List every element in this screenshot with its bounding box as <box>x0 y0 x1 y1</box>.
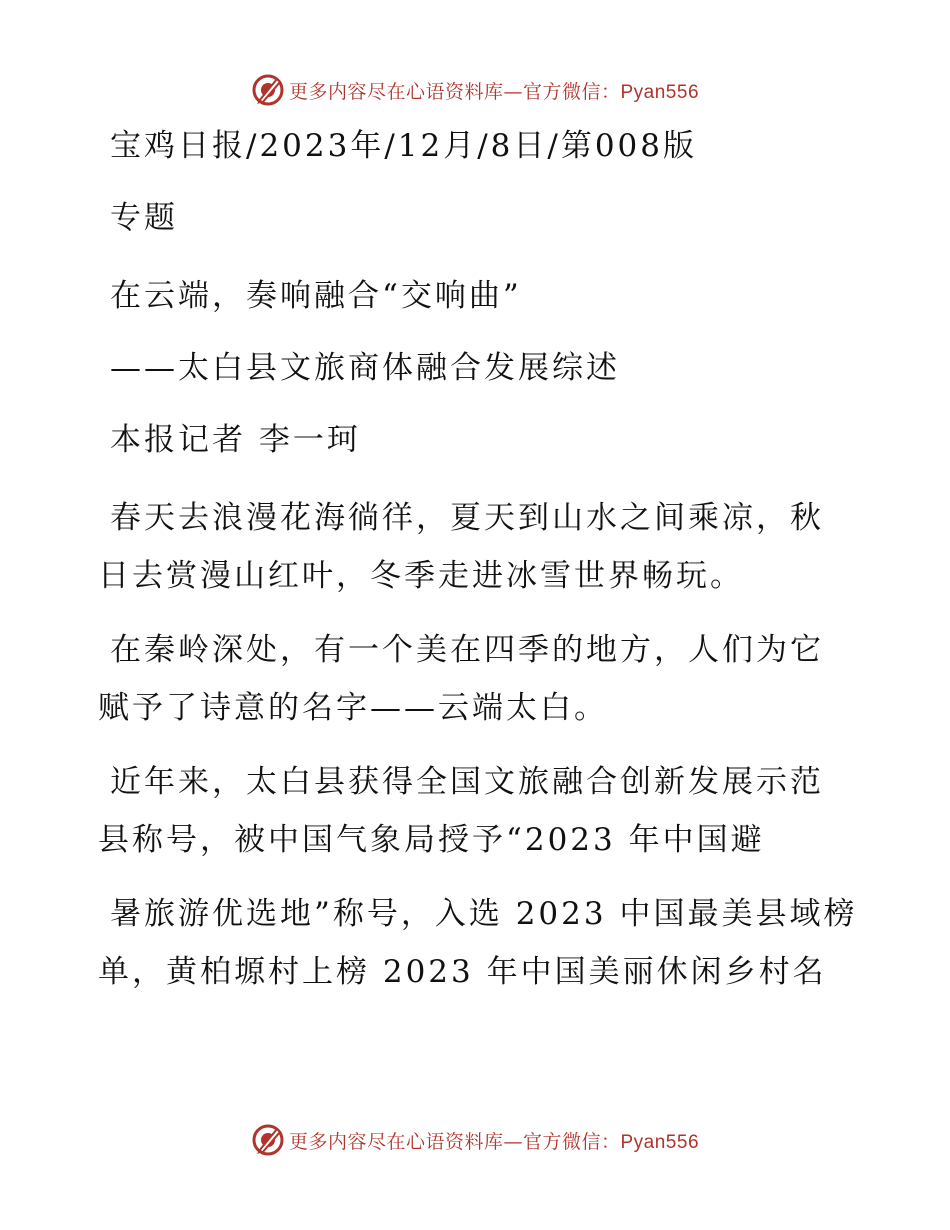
paragraph-1-line-1: 春天去浪漫花海徜徉，夏天到山水之间乘凉，秋 <box>110 500 824 536</box>
paragraph-3-line-4: 单，黄柏塬村上榜 2023 年中国美丽休闲乡村名 <box>98 954 827 990</box>
paragraph-2-line-1: 在秦岭深处，有一个美在四季的地方，人们为它 <box>110 632 824 668</box>
paragraph-3-line-3: 暑旅游优选地”称号，入选 2023 中国最美县域榜 <box>110 896 858 932</box>
paragraph-3-line-1: 近年来，太白县获得全国文旅融合创新发展示范 <box>110 764 824 800</box>
wechat-id: Pyan556 <box>620 81 700 103</box>
source-line: 宝鸡日报/2023年/12月/8日/第008版 <box>110 128 698 164</box>
column-label: 专题 <box>110 200 178 236</box>
watermark-text: 更多内容尽在心语资料库—官方微信：Pyan556 <box>288 1130 700 1153</box>
byline: 本报记者 李一珂 <box>110 422 361 458</box>
paragraph-2-line-2: 赋予了诗意的名字——云端太白。 <box>98 690 608 726</box>
article-title: 在云端，奏响融合“交响曲” <box>110 278 522 314</box>
wechat-id: Pyan556 <box>620 1131 700 1153</box>
paragraph-1-line-2: 日去赏漫山红叶，冬季走进冰雪世界畅玩。 <box>98 558 744 594</box>
paragraph-3-line-2: 县称号，被中国气象局授予“2023 年中国避 <box>98 822 765 858</box>
footer-watermark <box>0 1120 950 1160</box>
watermark-text: 更多内容尽在心语资料库—官方微信：Pyan556 <box>288 80 700 103</box>
article-subtitle: ——太白县文旅商体融合发展综述 <box>110 350 620 386</box>
pen-logo-icon <box>251 1123 285 1157</box>
pen-logo-icon <box>251 73 285 107</box>
header-watermark <box>0 70 950 110</box>
